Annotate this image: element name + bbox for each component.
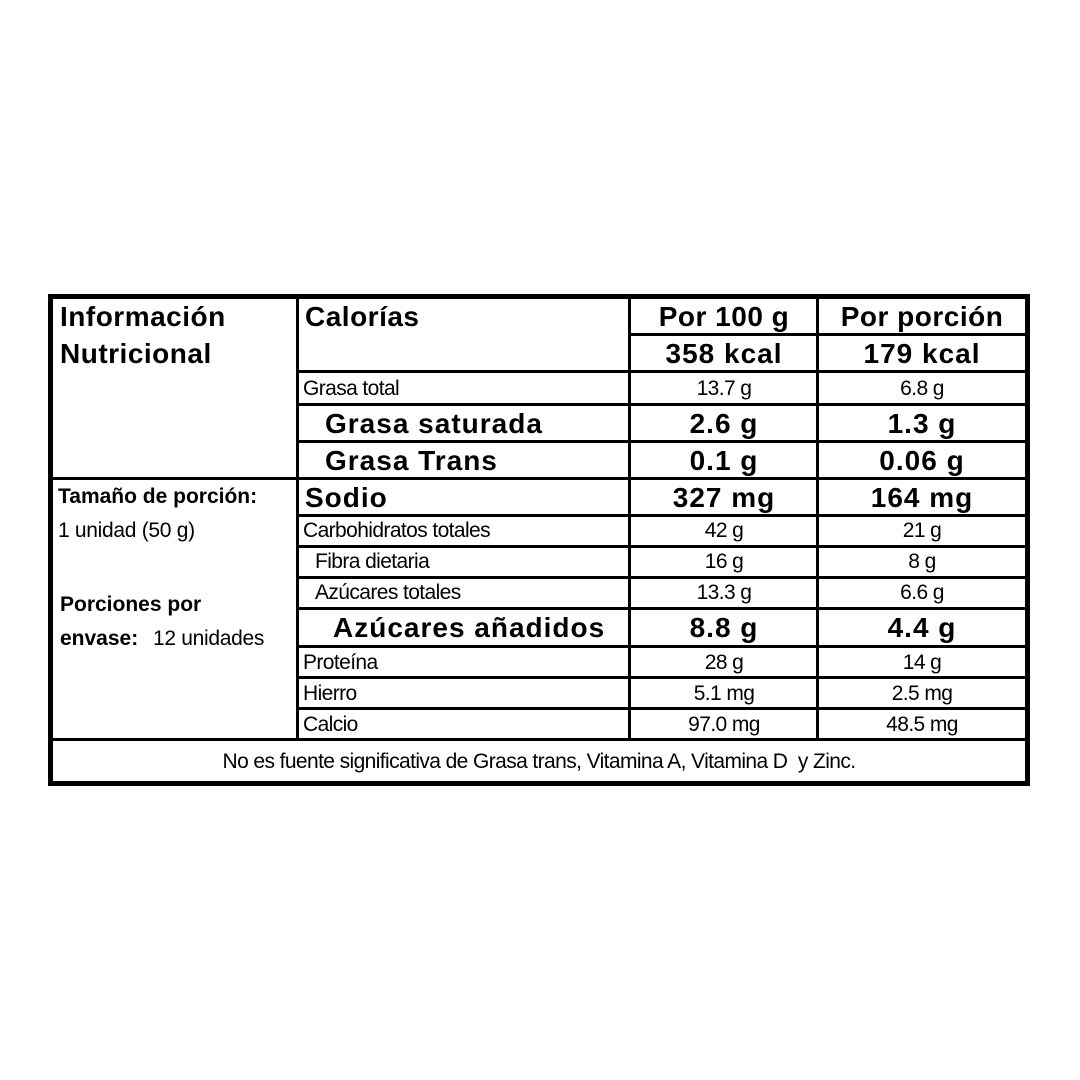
- nutrient-portion: 1.3 g: [887, 408, 957, 439]
- nutrient-per100: 5.1 mg: [693, 682, 755, 705]
- nutrient-per100: 0.1 g: [689, 445, 759, 476]
- table-title: Nutricional: [60, 338, 212, 369]
- nutrient-name: Calcio: [303, 713, 358, 736]
- divider-line: [299, 576, 1027, 579]
- column-header-portion: Por porción: [840, 301, 1004, 332]
- nutrient-per100: 28 g: [704, 651, 744, 674]
- nutrient-name: Hierro: [303, 682, 357, 705]
- nutrient-portion: 6.8 g: [900, 377, 944, 400]
- portions-value: 12 unidades: [153, 627, 265, 650]
- divider-line: [50, 738, 1027, 741]
- divider-line: [299, 545, 1027, 548]
- nutrient-per100: 16 g: [704, 550, 744, 573]
- divider-line: [299, 607, 1027, 610]
- calories-portion: 179 kcal: [863, 338, 981, 369]
- nutrient-portion: 48.5 mg: [886, 713, 958, 736]
- nutrient-name: Carbohidratos totales: [303, 519, 491, 542]
- nutrient-per100: 13.3 g: [696, 581, 752, 604]
- nutrient-portion: 6.6 g: [900, 581, 944, 604]
- divider-line: [631, 333, 1027, 336]
- nutrient-per100: 97.0 mg: [688, 713, 760, 736]
- divider-line: [299, 514, 1027, 517]
- table-title: Información: [60, 301, 226, 332]
- nutrient-name: Azúcares totales: [315, 581, 461, 604]
- nutrient-name: Grasa total: [303, 377, 400, 400]
- nutrient-per100: 13.7 g: [696, 377, 752, 400]
- nutrient-portion: 0.06 g: [879, 445, 965, 476]
- nutrient-portion: 21 g: [902, 519, 942, 542]
- footer-note: No es fuente significativa de Grasa trans, Vitamina A, Vitamina D y Zinc.: [222, 750, 856, 773]
- nutrient-name: Grasa Trans: [325, 445, 498, 476]
- serving-size-label: Tamaño de porción:: [58, 485, 258, 508]
- divider-line: [299, 676, 1027, 679]
- nutrient-name: Sodio: [305, 482, 388, 513]
- divider-line: [50, 477, 1027, 480]
- nutrient-portion: 164 mg: [870, 482, 974, 513]
- nutrient-portion: 4.4 g: [887, 612, 957, 643]
- divider-line: [296, 296, 299, 739]
- portions-label: envase:: [60, 627, 139, 650]
- nutrient-name: Azúcares añadidos: [333, 612, 606, 643]
- calories-per100: 358 kcal: [665, 338, 783, 369]
- nutrient-portion: 2.5 mg: [891, 682, 953, 705]
- nutrient-name: Grasa saturada: [325, 408, 543, 439]
- divider-line: [299, 707, 1027, 710]
- serving-size-value: 1 unidad (50 g): [58, 519, 195, 542]
- nutrient-per100: 8.8 g: [689, 612, 759, 643]
- column-header-per100: Por 100 g: [658, 301, 790, 332]
- divider-line: [299, 440, 1027, 443]
- divider-line: [299, 645, 1027, 648]
- portions-label: Porciones por: [60, 593, 202, 616]
- divider-line: [299, 370, 1027, 373]
- nutrient-portion: 8 g: [908, 550, 936, 573]
- divider-line: [299, 403, 1027, 406]
- nutrient-name: Fibra dietaria: [315, 550, 430, 573]
- nutrient-portion: 14 g: [902, 651, 942, 674]
- nutrient-name: Proteína: [303, 651, 378, 674]
- nutrient-per100: 42 g: [704, 519, 744, 542]
- nutrient-per100: 2.6 g: [689, 408, 759, 439]
- nutrient-per100: 327 mg: [672, 482, 776, 513]
- calories-label: Calorías: [305, 301, 420, 332]
